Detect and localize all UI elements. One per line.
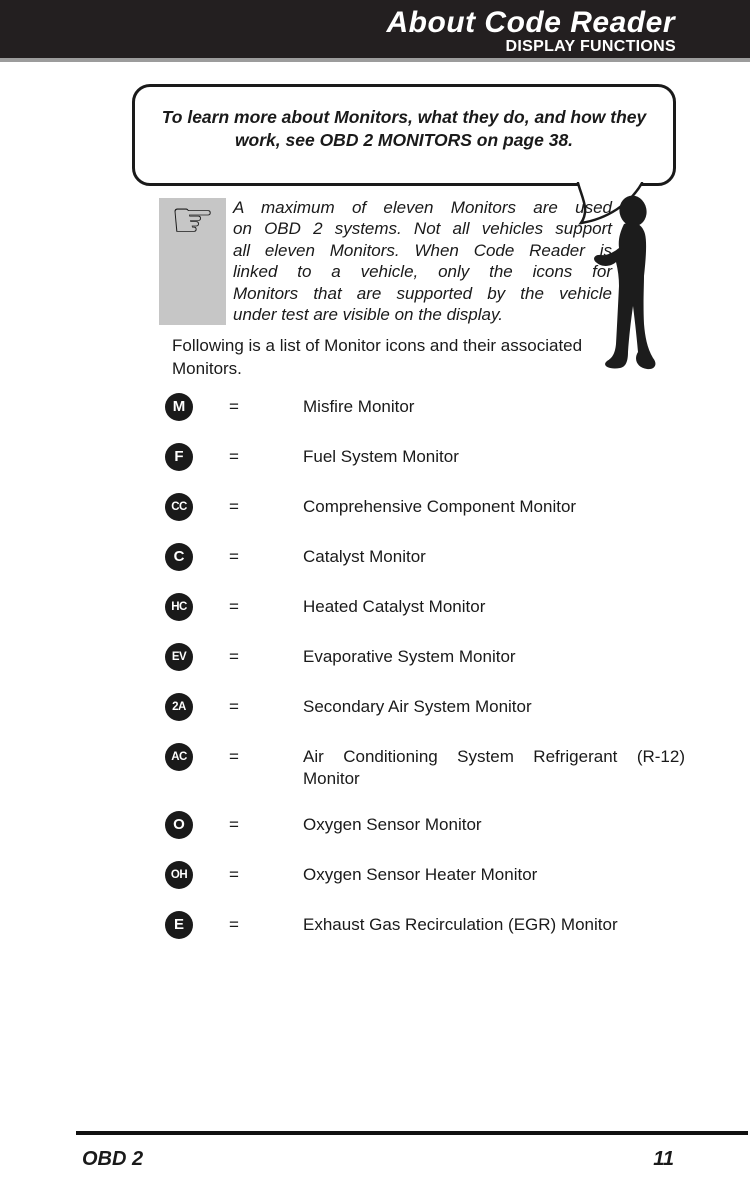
catalyst-monitor-icon: C xyxy=(165,543,193,571)
monitor-label: Oxygen Sensor Heater Monitor xyxy=(303,865,538,884)
intro-line1: Following is a list of Monitor icons and their associated xyxy=(172,336,583,355)
pointing-hand-icon: ☞ xyxy=(170,191,215,249)
monitor-label: Heated Catalyst Monitor xyxy=(303,597,486,616)
monitor-row-egr xyxy=(165,911,695,939)
equals-sign: = xyxy=(229,865,239,884)
monitor-label: Exhaust Gas Recirculation (EGR) Monitor xyxy=(303,915,618,934)
footer-manual-title: OBD 2 xyxy=(82,1148,144,1170)
monitor-row-heated-catalyst xyxy=(165,593,695,621)
oxygen-sensor-heater-monitor-icon: OH xyxy=(165,861,193,889)
egr-monitor-icon: E xyxy=(165,911,193,939)
note-paragraph xyxy=(233,197,612,325)
monitor-label: Comprehensive Component Monitor xyxy=(303,497,577,516)
note-line: Monitors that are supported by the vehicle xyxy=(233,283,612,303)
secondary-air-system-monitor-icon: 2A xyxy=(165,693,193,721)
monitor-label: Misfire Monitor xyxy=(303,397,415,416)
footer-rule xyxy=(76,1131,748,1135)
equals-sign: = xyxy=(229,597,239,616)
equals-sign: = xyxy=(229,447,239,466)
monitor-row-comprehensive-component xyxy=(165,493,695,521)
speech-bubble xyxy=(132,84,676,186)
monitor-row-oxygen-sensor-heater xyxy=(165,861,695,889)
monitor-label: Evaporative System Monitor xyxy=(303,647,516,666)
note-sidebar-box xyxy=(159,191,226,325)
misfire-monitor-icon: M xyxy=(165,393,193,421)
monitor-row-oxygen-sensor xyxy=(165,811,695,839)
page-title: About Code Reader xyxy=(386,6,675,39)
fuel-system-monitor-icon: F xyxy=(165,443,193,471)
equals-sign: = xyxy=(229,497,239,516)
footer xyxy=(82,1148,674,1171)
comprehensive-component-monitor-icon: CC xyxy=(165,493,193,521)
monitor-label: Fuel System Monitor xyxy=(303,447,459,466)
note-line: under test are visible on the display. xyxy=(233,305,503,325)
header-divider xyxy=(0,58,750,62)
footer-page-number: 11 xyxy=(653,1148,674,1170)
monitor-row-evaporative-system xyxy=(165,643,695,671)
intro-paragraph xyxy=(172,334,632,380)
monitor-row-air-conditioning xyxy=(165,743,695,789)
equals-sign: = xyxy=(229,915,239,934)
page-subtitle: DISPLAY FUNCTIONS xyxy=(505,38,676,55)
note-line: linked to a vehicle, only the icons for xyxy=(233,262,612,282)
monitor-list xyxy=(165,393,695,961)
note-line: A maximum of eleven Monitors are used xyxy=(233,198,612,217)
note-line: on OBD 2 systems. Not all vehicles support xyxy=(233,219,612,239)
monitor-row-fuel-system xyxy=(165,443,695,471)
equals-sign: = xyxy=(229,397,239,416)
equals-sign: = xyxy=(229,747,239,766)
equals-sign: = xyxy=(229,815,239,834)
air-conditioning-monitor-icon: AC xyxy=(165,743,193,771)
monitor-label: Oxygen Sensor Monitor xyxy=(303,815,482,834)
monitor-row-catalyst xyxy=(165,543,695,571)
monitor-row-secondary-air xyxy=(165,693,695,721)
intro-line2: Monitors. xyxy=(172,359,242,378)
equals-sign: = xyxy=(229,647,239,666)
monitor-label: Catalyst Monitor xyxy=(303,547,426,566)
speech-bubble-line2: work, see OBD 2 MONITORS on page 38. xyxy=(234,130,574,150)
header-bar xyxy=(0,0,750,58)
heated-catalyst-monitor-icon: HC xyxy=(165,593,193,621)
monitor-label: Secondary Air System Monitor xyxy=(303,697,532,716)
equals-sign: = xyxy=(229,697,239,716)
monitor-row-misfire xyxy=(165,393,695,421)
note-line: all eleven Monitors. When Code Reader is xyxy=(233,240,612,260)
equals-sign: = xyxy=(229,547,239,566)
evaporative-system-monitor-icon: EV xyxy=(165,643,193,671)
monitor-label: Air Conditioning System Refrigerant (R-12) Monitor xyxy=(303,747,685,788)
oxygen-sensor-monitor-icon: O xyxy=(165,811,193,839)
speech-bubble-line1: To learn more about Monitors, what they do, and how they xyxy=(161,107,647,127)
